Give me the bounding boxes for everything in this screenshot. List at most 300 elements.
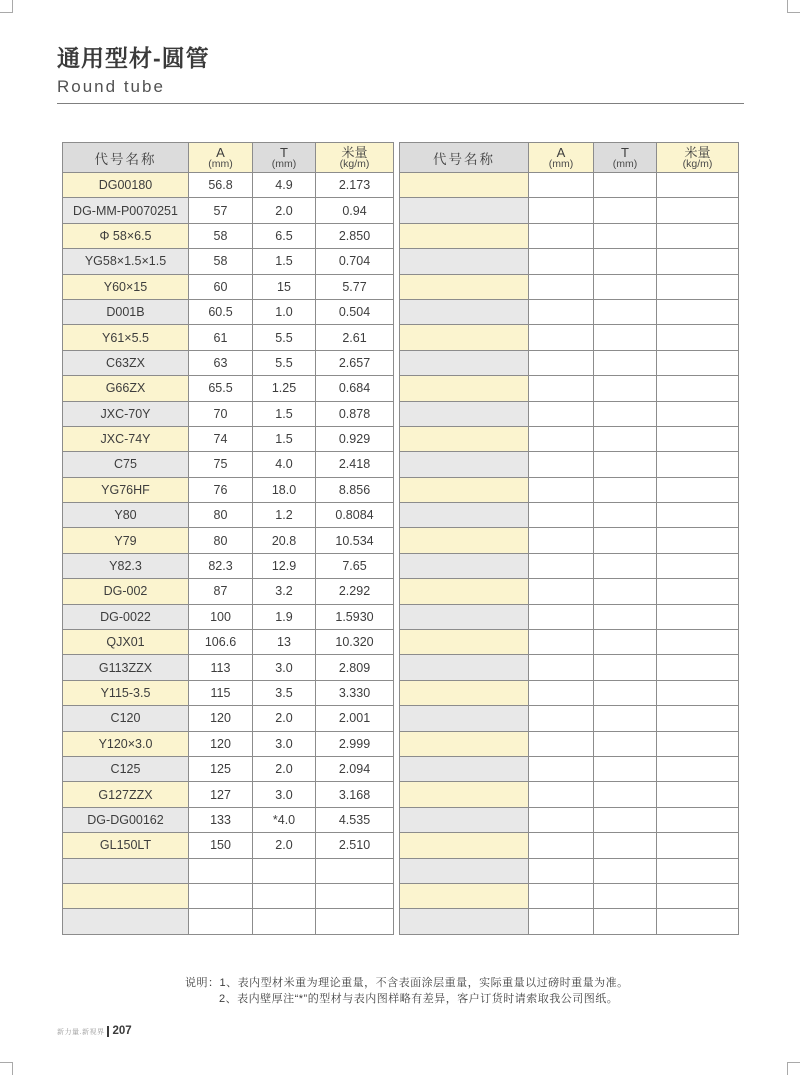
table-row bbox=[63, 553, 394, 578]
t-value-cell bbox=[594, 909, 657, 934]
meter-weight-cell: 5.77 bbox=[316, 274, 394, 299]
code-name-cell bbox=[400, 782, 529, 807]
table-row bbox=[400, 630, 739, 655]
meter-weight-cell bbox=[657, 452, 739, 477]
meter-weight-cell bbox=[657, 173, 739, 198]
meter-weight-cell bbox=[657, 299, 739, 324]
table-row bbox=[63, 706, 394, 731]
t-value-cell bbox=[594, 833, 657, 858]
a-value-cell: 76 bbox=[189, 477, 253, 502]
column-header-code-name: 代号名称 bbox=[63, 143, 189, 173]
t-value-cell: 1.9 bbox=[253, 604, 316, 629]
a-value-cell bbox=[529, 833, 594, 858]
a-value-cell bbox=[529, 274, 594, 299]
a-value-cell: 57 bbox=[189, 198, 253, 223]
meter-weight-cell: 2.61 bbox=[316, 325, 394, 350]
table-row bbox=[400, 553, 739, 578]
table-row bbox=[63, 325, 394, 350]
meter-weight-cell: 2.094 bbox=[316, 756, 394, 781]
table-row bbox=[400, 426, 739, 451]
meter-weight-cell: 10.320 bbox=[316, 630, 394, 655]
a-value-cell bbox=[529, 807, 594, 832]
table-row bbox=[400, 528, 739, 553]
table-row bbox=[400, 833, 739, 858]
table-row bbox=[400, 350, 739, 375]
code-name-cell bbox=[400, 553, 529, 578]
code-name-cell bbox=[400, 756, 529, 781]
a-value-cell: 113 bbox=[189, 655, 253, 680]
column-header-a: A (mm) bbox=[189, 143, 253, 173]
code-name-cell: JXC-70Y bbox=[63, 401, 189, 426]
code-name-cell: Y82.3 bbox=[63, 553, 189, 578]
code-name-cell: YG58×1.5×1.5 bbox=[63, 249, 189, 274]
t-value-cell bbox=[594, 528, 657, 553]
table-row bbox=[400, 376, 739, 401]
t-value-cell: 3.2 bbox=[253, 579, 316, 604]
table-row bbox=[63, 249, 394, 274]
code-name-cell: Y61×5.5 bbox=[63, 325, 189, 350]
code-name-cell bbox=[400, 274, 529, 299]
t-value-cell bbox=[594, 883, 657, 908]
table-row bbox=[400, 731, 739, 756]
a-value-cell: 56.8 bbox=[189, 173, 253, 198]
column-header-a: A (mm) bbox=[529, 143, 594, 173]
a-value-cell bbox=[529, 883, 594, 908]
code-name-cell bbox=[400, 376, 529, 401]
code-name-cell: C120 bbox=[63, 706, 189, 731]
code-name-cell bbox=[400, 807, 529, 832]
t-value-cell: *4.0 bbox=[253, 807, 316, 832]
meter-weight-cell bbox=[657, 528, 739, 553]
a-value-cell: 60.5 bbox=[189, 299, 253, 324]
table-row bbox=[400, 655, 739, 680]
code-name-cell bbox=[400, 477, 529, 502]
t-value-cell: 2.0 bbox=[253, 756, 316, 781]
code-name-cell: Y79 bbox=[63, 528, 189, 553]
a-value-cell bbox=[529, 528, 594, 553]
code-name-cell: D001B bbox=[63, 299, 189, 324]
code-name-cell: JXC-74Y bbox=[63, 426, 189, 451]
corner-crop-mark-top-right bbox=[787, 0, 800, 13]
meter-weight-cell bbox=[657, 706, 739, 731]
table-row bbox=[400, 909, 739, 934]
a-value-cell: 58 bbox=[189, 223, 253, 248]
a-value-cell bbox=[529, 376, 594, 401]
page-header bbox=[57, 44, 744, 97]
code-name-cell bbox=[400, 680, 529, 705]
code-name-cell: DG00180 bbox=[63, 173, 189, 198]
table-row bbox=[400, 706, 739, 731]
meter-weight-cell: 2.999 bbox=[316, 731, 394, 756]
footnote-line-1: 说明：1、表内型材米重为理论重量，不含表面涂层重量，实际重量以过磅时重量为准。 bbox=[185, 977, 629, 989]
a-value-cell: 87 bbox=[189, 579, 253, 604]
t-value-cell: 4.0 bbox=[253, 452, 316, 477]
t-value-cell bbox=[594, 274, 657, 299]
column-header-meter-weight: 米量 (kg/m) bbox=[316, 143, 394, 173]
table-row bbox=[63, 299, 394, 324]
t-value-cell bbox=[594, 401, 657, 426]
t-value-cell bbox=[594, 376, 657, 401]
meter-weight-cell bbox=[657, 655, 739, 680]
column-header-t: T (mm) bbox=[253, 143, 316, 173]
table-row bbox=[63, 198, 394, 223]
meter-weight-cell: 1.5930 bbox=[316, 604, 394, 629]
meter-weight-cell bbox=[657, 680, 739, 705]
t-value-cell bbox=[594, 706, 657, 731]
table-row bbox=[63, 883, 394, 908]
t-value-cell bbox=[594, 325, 657, 350]
table-row bbox=[400, 274, 739, 299]
t-value-cell: 13 bbox=[253, 630, 316, 655]
t-value-cell: 3.0 bbox=[253, 655, 316, 680]
meter-weight-cell bbox=[657, 350, 739, 375]
table-row bbox=[63, 604, 394, 629]
t-value-cell bbox=[594, 477, 657, 502]
page-subtitle: Round tube bbox=[57, 76, 165, 96]
t-value-cell: 6.5 bbox=[253, 223, 316, 248]
footnote-line-2: 2、表内壁厚注“*”的型材与表内图样略有差异，客户订货时请索取我公司图纸。 bbox=[219, 992, 619, 1005]
a-value-cell: 61 bbox=[189, 325, 253, 350]
code-name-cell bbox=[400, 858, 529, 883]
t-value-cell: 5.5 bbox=[253, 350, 316, 375]
a-value-cell bbox=[189, 883, 253, 908]
corner-crop-mark-bottom-left bbox=[0, 1062, 13, 1075]
a-value-cell bbox=[529, 655, 594, 680]
meter-weight-cell bbox=[657, 249, 739, 274]
t-value-cell: 3.0 bbox=[253, 731, 316, 756]
meter-weight-cell: 2.418 bbox=[316, 452, 394, 477]
meter-weight-cell: 0.504 bbox=[316, 299, 394, 324]
page-number: 207 bbox=[107, 1026, 131, 1037]
a-value-cell bbox=[529, 452, 594, 477]
t-value-cell bbox=[253, 883, 316, 908]
a-value-cell: 125 bbox=[189, 756, 253, 781]
code-name-cell bbox=[400, 299, 529, 324]
table-row bbox=[400, 604, 739, 629]
t-value-cell: 1.25 bbox=[253, 376, 316, 401]
spec-table-left bbox=[62, 142, 394, 935]
meter-weight-cell: 2.510 bbox=[316, 833, 394, 858]
t-value-cell: 1.0 bbox=[253, 299, 316, 324]
table-row bbox=[63, 452, 394, 477]
t-value-cell bbox=[594, 452, 657, 477]
meter-weight-cell bbox=[657, 477, 739, 502]
t-value-cell: 15 bbox=[253, 274, 316, 299]
left-table-body bbox=[63, 173, 394, 935]
t-value-cell bbox=[594, 223, 657, 248]
code-name-cell bbox=[400, 909, 529, 934]
code-name-cell bbox=[400, 528, 529, 553]
meter-weight-cell bbox=[657, 579, 739, 604]
table-row bbox=[63, 782, 394, 807]
code-name-cell bbox=[400, 249, 529, 274]
code-name-cell: C63ZX bbox=[63, 350, 189, 375]
code-name-cell: DG-002 bbox=[63, 579, 189, 604]
table-row bbox=[63, 274, 394, 299]
meter-weight-cell bbox=[657, 883, 739, 908]
code-name-cell: Y80 bbox=[63, 503, 189, 528]
table-row bbox=[63, 477, 394, 502]
a-value-cell bbox=[529, 630, 594, 655]
code-name-cell: DG-DG00162 bbox=[63, 807, 189, 832]
column-header-t: T (mm) bbox=[594, 143, 657, 173]
t-value-cell bbox=[594, 579, 657, 604]
a-value-cell bbox=[529, 350, 594, 375]
table-row bbox=[400, 680, 739, 705]
code-name-cell bbox=[63, 858, 189, 883]
footnotes bbox=[185, 976, 629, 1007]
meter-weight-cell bbox=[657, 553, 739, 578]
table-row bbox=[63, 528, 394, 553]
meter-weight-cell: 0.704 bbox=[316, 249, 394, 274]
t-value-cell bbox=[594, 350, 657, 375]
code-name-cell bbox=[400, 630, 529, 655]
code-name-cell bbox=[400, 198, 529, 223]
table-row bbox=[400, 477, 739, 502]
meter-weight-cell: 2.001 bbox=[316, 706, 394, 731]
table-row bbox=[400, 249, 739, 274]
table-row bbox=[63, 426, 394, 451]
t-value-cell: 5.5 bbox=[253, 325, 316, 350]
t-value-cell bbox=[594, 630, 657, 655]
table-row bbox=[63, 655, 394, 680]
a-value-cell bbox=[529, 198, 594, 223]
code-name-cell: G113ZZX bbox=[63, 655, 189, 680]
code-name-cell bbox=[400, 325, 529, 350]
t-value-cell: 2.0 bbox=[253, 833, 316, 858]
meter-weight-cell bbox=[657, 782, 739, 807]
a-value-cell: 80 bbox=[189, 528, 253, 553]
table-row bbox=[400, 883, 739, 908]
meter-weight-cell bbox=[657, 807, 739, 832]
table-row bbox=[63, 833, 394, 858]
t-value-cell bbox=[594, 503, 657, 528]
meter-weight-cell bbox=[657, 376, 739, 401]
table-row bbox=[63, 503, 394, 528]
table-header-row bbox=[400, 143, 739, 173]
code-name-cell bbox=[400, 503, 529, 528]
table-row bbox=[400, 756, 739, 781]
meter-weight-cell bbox=[657, 909, 739, 934]
meter-weight-cell bbox=[657, 198, 739, 223]
code-name-cell: GL150LT bbox=[63, 833, 189, 858]
corner-crop-mark-top-left bbox=[0, 0, 13, 13]
table-row bbox=[400, 503, 739, 528]
code-name-cell bbox=[400, 401, 529, 426]
t-value-cell: 2.0 bbox=[253, 706, 316, 731]
code-name-cell bbox=[400, 833, 529, 858]
a-value-cell bbox=[529, 173, 594, 198]
meter-weight-cell: 2.850 bbox=[316, 223, 394, 248]
t-value-cell bbox=[253, 858, 316, 883]
meter-weight-cell bbox=[657, 325, 739, 350]
meter-weight-cell: 3.330 bbox=[316, 680, 394, 705]
table-row bbox=[400, 401, 739, 426]
table-row bbox=[400, 198, 739, 223]
code-name-cell: C125 bbox=[63, 756, 189, 781]
a-value-cell: 63 bbox=[189, 350, 253, 375]
a-value-cell bbox=[529, 503, 594, 528]
t-value-cell: 18.0 bbox=[253, 477, 316, 502]
code-name-cell: C75 bbox=[63, 452, 189, 477]
code-name-cell: G127ZZX bbox=[63, 782, 189, 807]
meter-weight-cell: 4.535 bbox=[316, 807, 394, 832]
code-name-cell: DG-0022 bbox=[63, 604, 189, 629]
code-name-cell bbox=[400, 731, 529, 756]
t-value-cell: 1.2 bbox=[253, 503, 316, 528]
code-name-cell: Φ 58×6.5 bbox=[63, 223, 189, 248]
t-value-cell: 3.0 bbox=[253, 782, 316, 807]
meter-weight-cell bbox=[657, 503, 739, 528]
meter-weight-cell: 2.173 bbox=[316, 173, 394, 198]
table-row bbox=[400, 299, 739, 324]
meter-weight-cell bbox=[657, 833, 739, 858]
code-name-cell: Y115-3.5 bbox=[63, 680, 189, 705]
a-value-cell: 115 bbox=[189, 680, 253, 705]
t-value-cell bbox=[594, 731, 657, 756]
meter-weight-cell: 0.684 bbox=[316, 376, 394, 401]
table-row bbox=[63, 731, 394, 756]
t-value-cell: 3.5 bbox=[253, 680, 316, 705]
a-value-cell: 120 bbox=[189, 731, 253, 756]
t-value-cell bbox=[594, 198, 657, 223]
code-name-cell bbox=[400, 223, 529, 248]
column-header-code-name: 代号名称 bbox=[400, 143, 529, 173]
a-value-cell: 58 bbox=[189, 249, 253, 274]
meter-weight-cell: 3.168 bbox=[316, 782, 394, 807]
table-row bbox=[400, 325, 739, 350]
meter-weight-cell: 0.929 bbox=[316, 426, 394, 451]
t-value-cell: 1.5 bbox=[253, 401, 316, 426]
code-name-cell bbox=[400, 350, 529, 375]
t-value-cell bbox=[594, 807, 657, 832]
code-name-cell bbox=[400, 579, 529, 604]
meter-weight-cell: 10.534 bbox=[316, 528, 394, 553]
code-name-cell bbox=[63, 883, 189, 908]
right-table-body bbox=[400, 173, 739, 935]
table-row bbox=[400, 782, 739, 807]
meter-weight-cell: 2.292 bbox=[316, 579, 394, 604]
meter-weight-cell: 2.657 bbox=[316, 350, 394, 375]
a-value-cell bbox=[529, 477, 594, 502]
t-value-cell bbox=[594, 299, 657, 324]
a-value-cell: 106.6 bbox=[189, 630, 253, 655]
meter-weight-cell bbox=[657, 858, 739, 883]
meter-weight-cell bbox=[316, 909, 394, 934]
meter-weight-cell bbox=[657, 426, 739, 451]
code-name-cell: G66ZX bbox=[63, 376, 189, 401]
table-row bbox=[63, 376, 394, 401]
table-row bbox=[63, 630, 394, 655]
t-value-cell bbox=[253, 909, 316, 934]
t-value-cell: 12.9 bbox=[253, 553, 316, 578]
table-row bbox=[63, 579, 394, 604]
meter-weight-cell bbox=[657, 604, 739, 629]
code-name-cell: DG-MM-P0070251 bbox=[63, 198, 189, 223]
meter-weight-cell: 0.94 bbox=[316, 198, 394, 223]
meter-weight-cell: 7.65 bbox=[316, 553, 394, 578]
a-value-cell bbox=[529, 909, 594, 934]
code-name-cell bbox=[400, 655, 529, 680]
meter-weight-cell bbox=[657, 401, 739, 426]
t-value-cell bbox=[594, 782, 657, 807]
code-name-cell bbox=[400, 173, 529, 198]
t-value-cell bbox=[594, 604, 657, 629]
header-divider bbox=[57, 103, 744, 104]
a-value-cell bbox=[529, 680, 594, 705]
meter-weight-cell bbox=[657, 274, 739, 299]
meter-weight-cell bbox=[657, 223, 739, 248]
corner-crop-mark-bottom-right bbox=[787, 1062, 800, 1075]
t-value-cell: 4.9 bbox=[253, 173, 316, 198]
spec-table-right bbox=[399, 142, 739, 935]
t-value-cell: 1.5 bbox=[253, 426, 316, 451]
table-row bbox=[400, 579, 739, 604]
page-title: 通用型材-圆管 bbox=[57, 45, 210, 71]
t-value-cell: 20.8 bbox=[253, 528, 316, 553]
meter-weight-cell bbox=[657, 630, 739, 655]
footer-brand-slogan: 新力量.新视界 bbox=[57, 1028, 105, 1036]
meter-weight-cell: 0.878 bbox=[316, 401, 394, 426]
meter-weight-cell bbox=[657, 731, 739, 756]
t-value-cell bbox=[594, 858, 657, 883]
a-value-cell bbox=[529, 706, 594, 731]
meter-weight-cell: 2.809 bbox=[316, 655, 394, 680]
code-name-cell bbox=[400, 604, 529, 629]
code-name-cell: Y60×15 bbox=[63, 274, 189, 299]
t-value-cell bbox=[594, 173, 657, 198]
table-row bbox=[63, 909, 394, 934]
a-value-cell bbox=[189, 909, 253, 934]
a-value-cell: 120 bbox=[189, 706, 253, 731]
a-value-cell bbox=[529, 604, 594, 629]
code-name-cell bbox=[400, 452, 529, 477]
a-value-cell bbox=[529, 756, 594, 781]
table-row bbox=[63, 223, 394, 248]
table-row bbox=[400, 223, 739, 248]
a-value-cell: 100 bbox=[189, 604, 253, 629]
a-value-cell bbox=[529, 299, 594, 324]
meter-weight-cell bbox=[316, 858, 394, 883]
table-row bbox=[63, 680, 394, 705]
a-value-cell bbox=[529, 401, 594, 426]
a-value-cell: 74 bbox=[189, 426, 253, 451]
table-row bbox=[63, 807, 394, 832]
a-value-cell bbox=[529, 782, 594, 807]
a-value-cell: 80 bbox=[189, 503, 253, 528]
a-value-cell bbox=[529, 325, 594, 350]
table-row bbox=[63, 858, 394, 883]
a-value-cell bbox=[529, 426, 594, 451]
code-name-cell bbox=[400, 883, 529, 908]
a-value-cell bbox=[529, 579, 594, 604]
meter-weight-cell: 0.8084 bbox=[316, 503, 394, 528]
t-value-cell: 2.0 bbox=[253, 198, 316, 223]
a-value-cell: 70 bbox=[189, 401, 253, 426]
code-name-cell: Y120×3.0 bbox=[63, 731, 189, 756]
code-name-cell: YG76HF bbox=[63, 477, 189, 502]
a-value-cell: 75 bbox=[189, 452, 253, 477]
table-row bbox=[400, 452, 739, 477]
a-value-cell: 127 bbox=[189, 782, 253, 807]
meter-weight-cell: 8.856 bbox=[316, 477, 394, 502]
table-row bbox=[63, 756, 394, 781]
a-value-cell bbox=[529, 553, 594, 578]
table-row bbox=[63, 401, 394, 426]
a-value-cell bbox=[529, 223, 594, 248]
a-value-cell: 133 bbox=[189, 807, 253, 832]
a-value-cell bbox=[189, 858, 253, 883]
